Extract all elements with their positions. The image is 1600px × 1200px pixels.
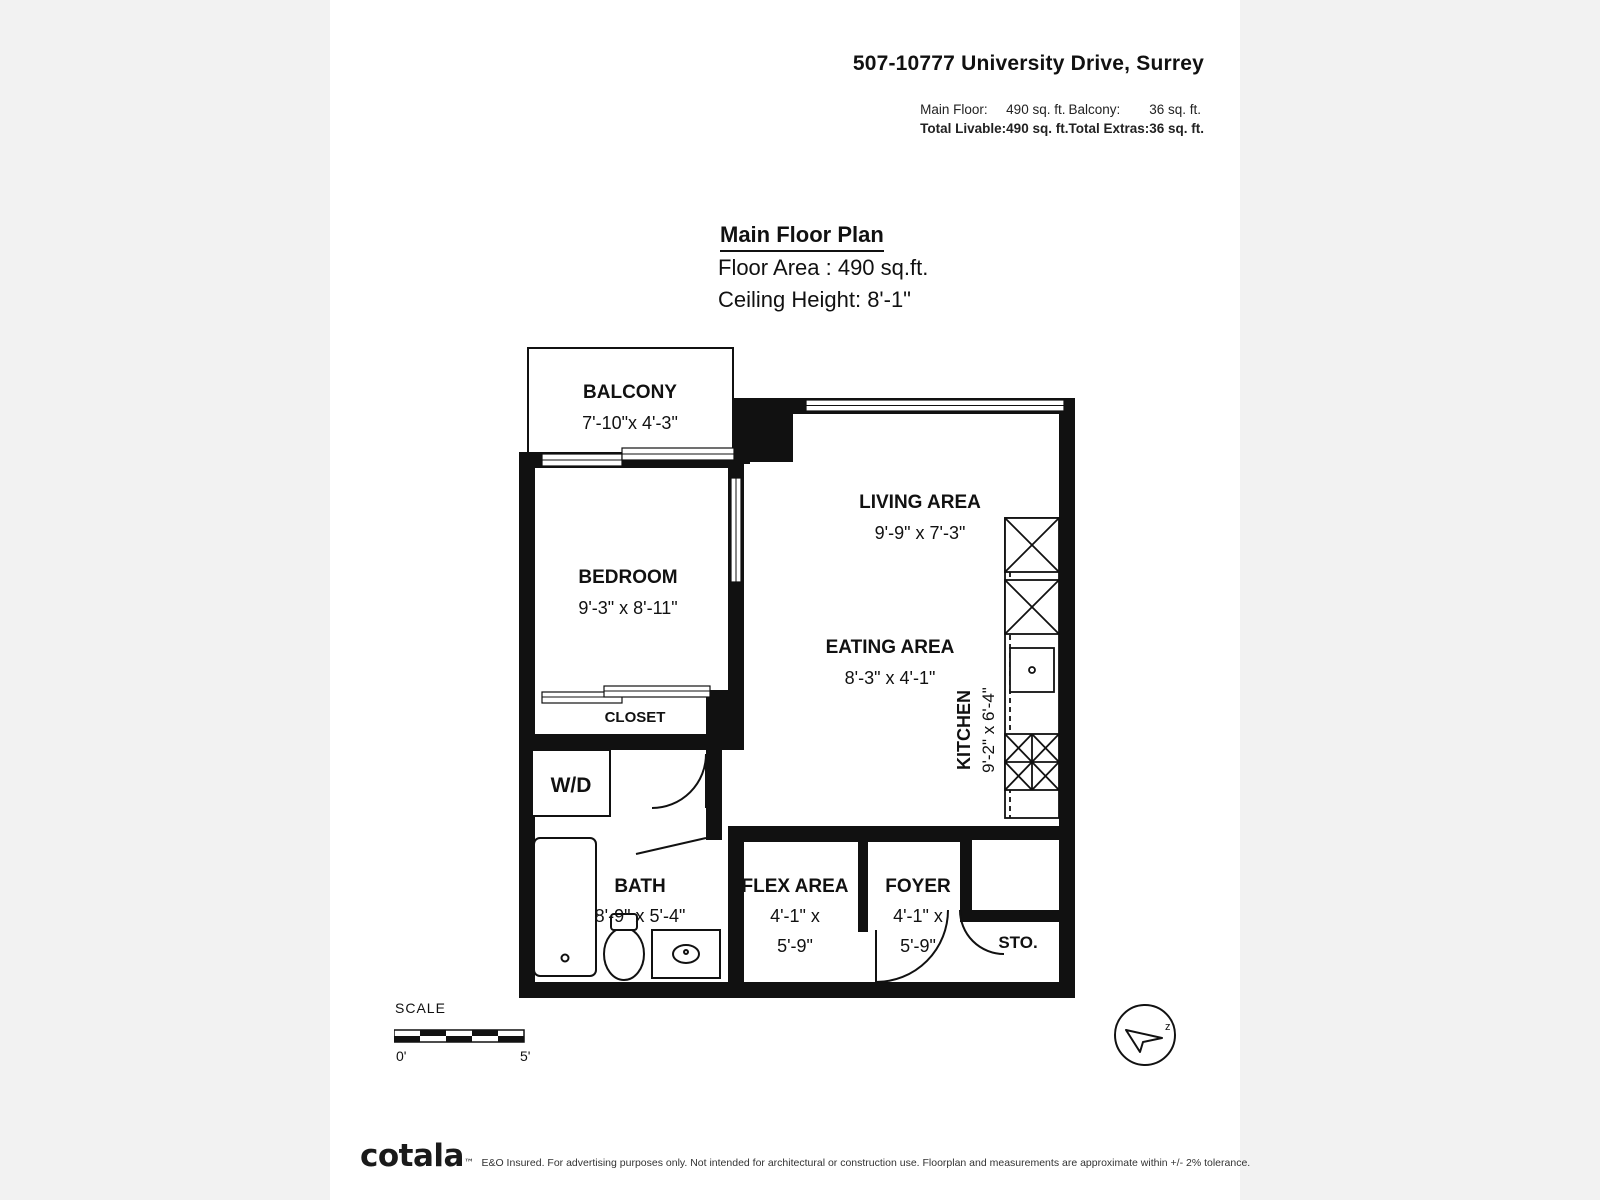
room-label-living: LIVING AREA [859,492,981,513]
floorplan-drawing [390,330,1210,1030]
room-dim-eating: 8'-3" x 4'-1" [844,668,936,688]
table-row [920,119,1204,138]
property-address: 507-10777 University Drive, Surrey [852,52,1204,75]
room-label-closet: CLOSET [604,709,666,726]
total-extras-label: Total Extras: [1068,121,1150,136]
main-floor-label: Main Floor: [920,102,988,117]
scale-bar-graphic [394,1022,574,1052]
compass-icon [1110,1000,1180,1070]
room-dim-bath: 8'-9" x 5'-4" [594,906,686,926]
room-dim-foyer-2: 5'-9" [900,936,936,956]
room-dim-flex-1: 4'-1" x [770,906,820,926]
room-dim-bedroom: 9'-3" x 8'-11" [578,598,678,618]
total-extras-value: 36 sq. ft. [1149,121,1204,136]
room-dim-foyer-1: 4'-1" x [893,906,943,926]
floorplan-sheet [330,0,1251,1200]
table-row [920,100,1204,119]
room-label-foyer: FOYER [885,876,951,897]
scale-max-label: 5' [520,1048,531,1064]
room-dim-flex-2: 5'-9" [777,936,813,956]
kitchen-fixtures [1005,518,1059,818]
room-dim-kitchen: 9'-2" x 6'-4" [979,687,998,773]
scale-min-label: 0' [396,1048,407,1064]
brand-logo [360,1138,474,1174]
footer [360,1138,1251,1174]
brand-trademark: ™ [463,1158,474,1169]
total-livable-label: Total Livable: [920,121,1007,136]
disclaimer-text: E&O Insured. For advertising purposes only. Not intended for architectural or construction use. Floorplan and measurements are approximate within +/- 2% tolerance. [481,1157,1251,1169]
room-label-eating: EATING AREA [825,637,955,658]
area-summary-table [920,100,1204,138]
room-label-kitchen: KITCHEN [954,690,974,770]
ceiling-height-text: Ceiling Height: 8'-1" [718,287,911,312]
brand-name: cotala [360,1138,464,1174]
room-label-bath: BATH [614,876,666,897]
balcony-outline [528,348,733,460]
room-label-flex: FLEX AREA [741,876,849,897]
scale-bar [390,1000,610,1080]
page-title: Main Floor Plan [720,222,884,252]
total-livable-value: 490 sq. ft. [1006,121,1069,136]
room-label-balcony: BALCONY [583,382,677,403]
room-label-bedroom: BEDROOM [578,567,678,588]
balcony-value: 36 sq. ft. [1149,102,1202,117]
room-dim-living: 9'-9" x 7'-3" [874,523,966,543]
balcony-label: Balcony: [1068,102,1121,117]
room-label-storage: STO. [998,933,1038,952]
room-label-washer-dryer: W/D [550,774,592,797]
compass-north-label: z [1165,1021,1171,1033]
main-floor-value: 490 sq. ft. [1006,102,1066,117]
scale-label: SCALE [395,1000,446,1016]
floor-area-text: Floor Area : 490 sq.ft. [718,255,929,280]
room-dim-balcony: 7'-10"x 4'-3" [582,413,678,433]
